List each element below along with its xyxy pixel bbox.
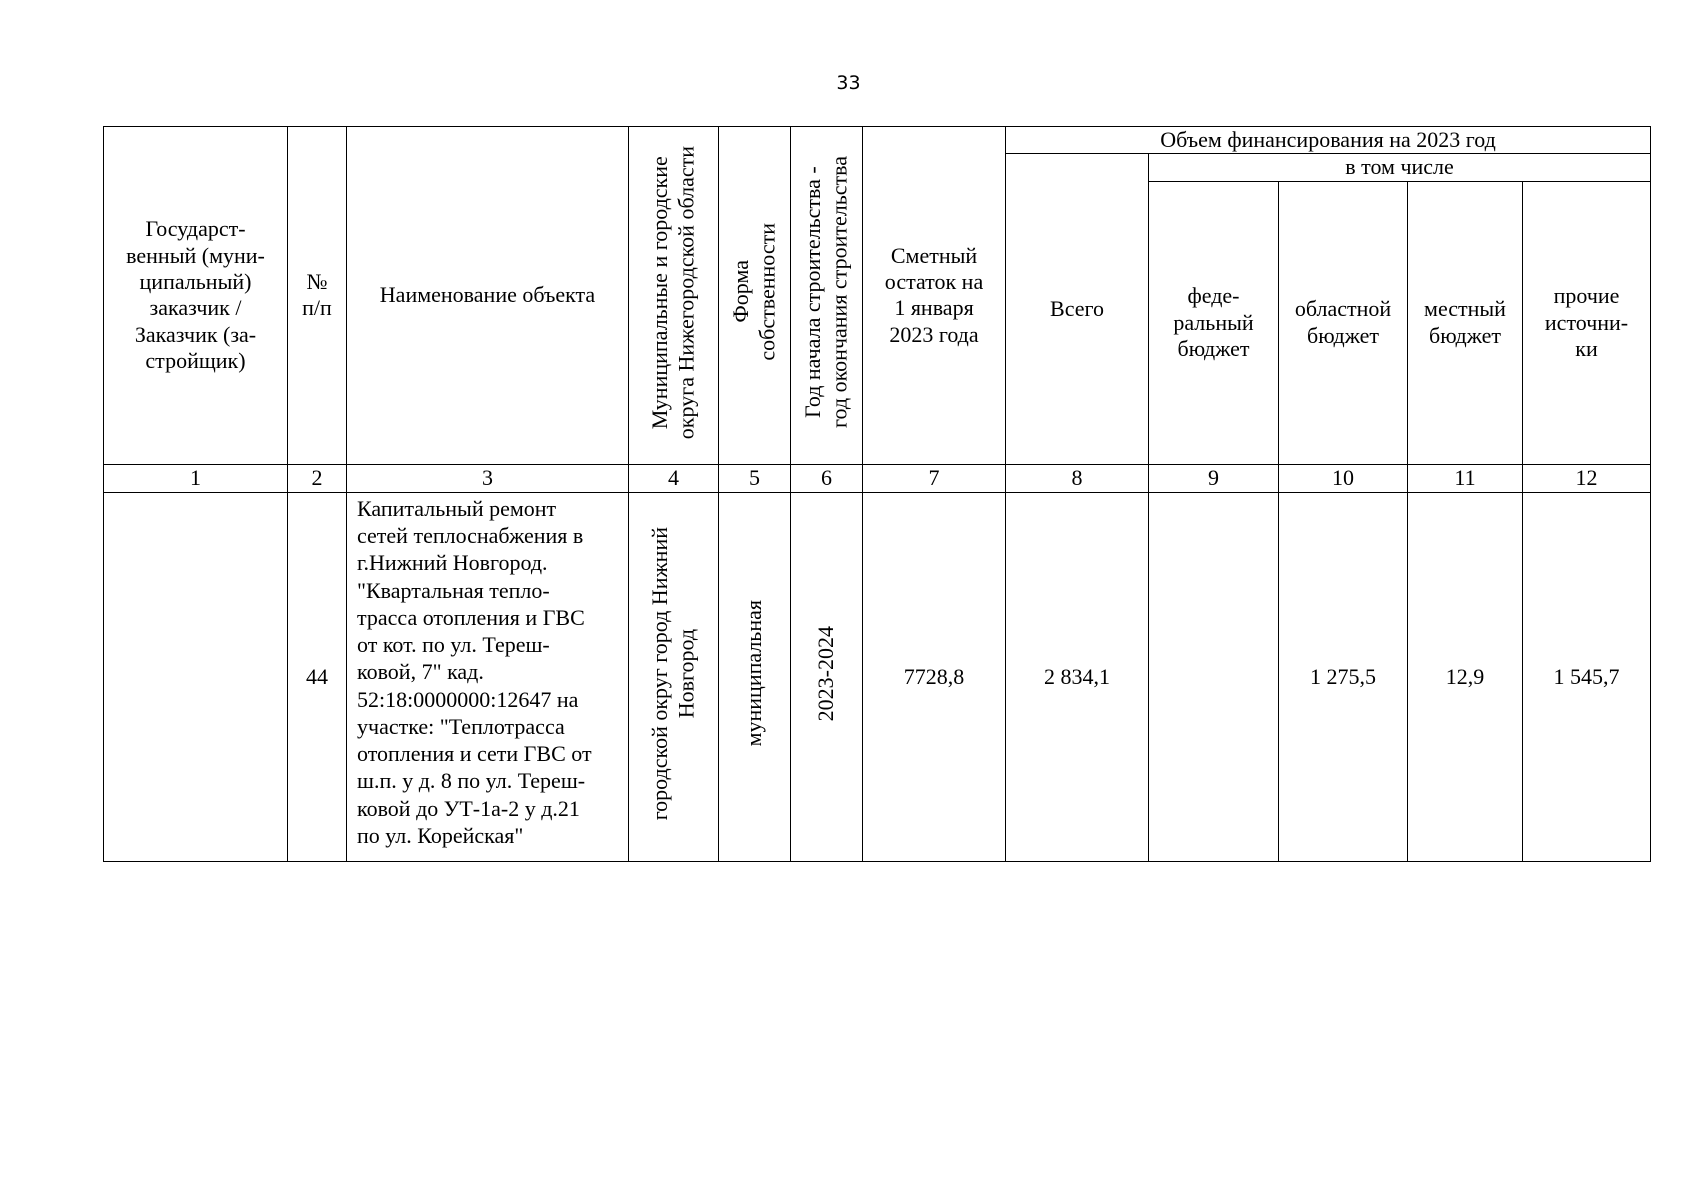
column-number: 10 xyxy=(1279,464,1408,492)
header-federal: феде- ральный бюджет xyxy=(1149,181,1279,464)
column-number: 8 xyxy=(1006,464,1149,492)
column-number: 6 xyxy=(791,464,863,492)
cell-regional: 1 275,5 xyxy=(1279,492,1408,861)
column-number: 2 xyxy=(288,464,347,492)
cell-object-name: Капитальный ремонт сетей теплоснабжения в г.Нижний Новгород. "Квартальная тепло- трасса отопления и ГВС от кот. по ул. Тереш- ковой, 7" кад. 52:18:0000000:12647 на участке: "Теплотрасса отопления и сети ГВС от ш.п. у д. 8 по ул. Тереш- ковой до УТ-1а-2 у д.21 по ул. Корейская" xyxy=(347,492,629,861)
cell-customer xyxy=(104,492,288,861)
funding-table xyxy=(103,126,1651,862)
cell-federal xyxy=(1149,492,1279,861)
column-number: 11 xyxy=(1408,464,1523,492)
cell-local: 12,9 xyxy=(1408,492,1523,861)
column-number-row xyxy=(104,464,1651,492)
column-number: 3 xyxy=(347,464,629,492)
header-funding-title: Объем финансирования на 2023 год xyxy=(1006,127,1651,154)
header-municipality: Муниципальные и городские округа Нижегородской области xyxy=(629,127,719,465)
cell-total: 2 834,1 xyxy=(1006,492,1149,861)
column-number: 5 xyxy=(719,464,791,492)
cell-number: 44 xyxy=(288,492,347,861)
cell-municipality: городской округ город Нижний Новгород xyxy=(629,492,719,861)
column-number: 12 xyxy=(1523,464,1651,492)
column-number: 4 xyxy=(629,464,719,492)
header-object-name: Наименование объекта xyxy=(347,127,629,465)
cell-other: 1 545,7 xyxy=(1523,492,1651,861)
header-ownership: Форма собственности xyxy=(719,127,791,465)
header-number: № п/п xyxy=(288,127,347,465)
cell-years: 2023-2024 xyxy=(791,492,863,861)
column-number: 1 xyxy=(104,464,288,492)
column-number: 7 xyxy=(863,464,1006,492)
page-number: 33 xyxy=(836,72,861,94)
table-row xyxy=(104,492,1651,861)
header-other: прочие источни- ки xyxy=(1523,181,1651,464)
header-customer: Государст- венный (муни- ципальный) заказчик / Заказчик (за- стройщик) xyxy=(104,127,288,465)
header-regional: областной бюджет xyxy=(1279,181,1408,464)
cell-estimated-balance: 7728,8 xyxy=(863,492,1006,861)
cell-ownership: муниципальная xyxy=(719,492,791,861)
header-estimated-balance: Сметный остаток на 1 января 2023 года xyxy=(863,127,1006,465)
header-total: Всего xyxy=(1006,154,1149,464)
column-number: 9 xyxy=(1149,464,1279,492)
header-local: местный бюджет xyxy=(1408,181,1523,464)
header-including: в том числе xyxy=(1149,154,1651,181)
header-years: Год начала строительства - год окончания строительства xyxy=(791,127,863,465)
